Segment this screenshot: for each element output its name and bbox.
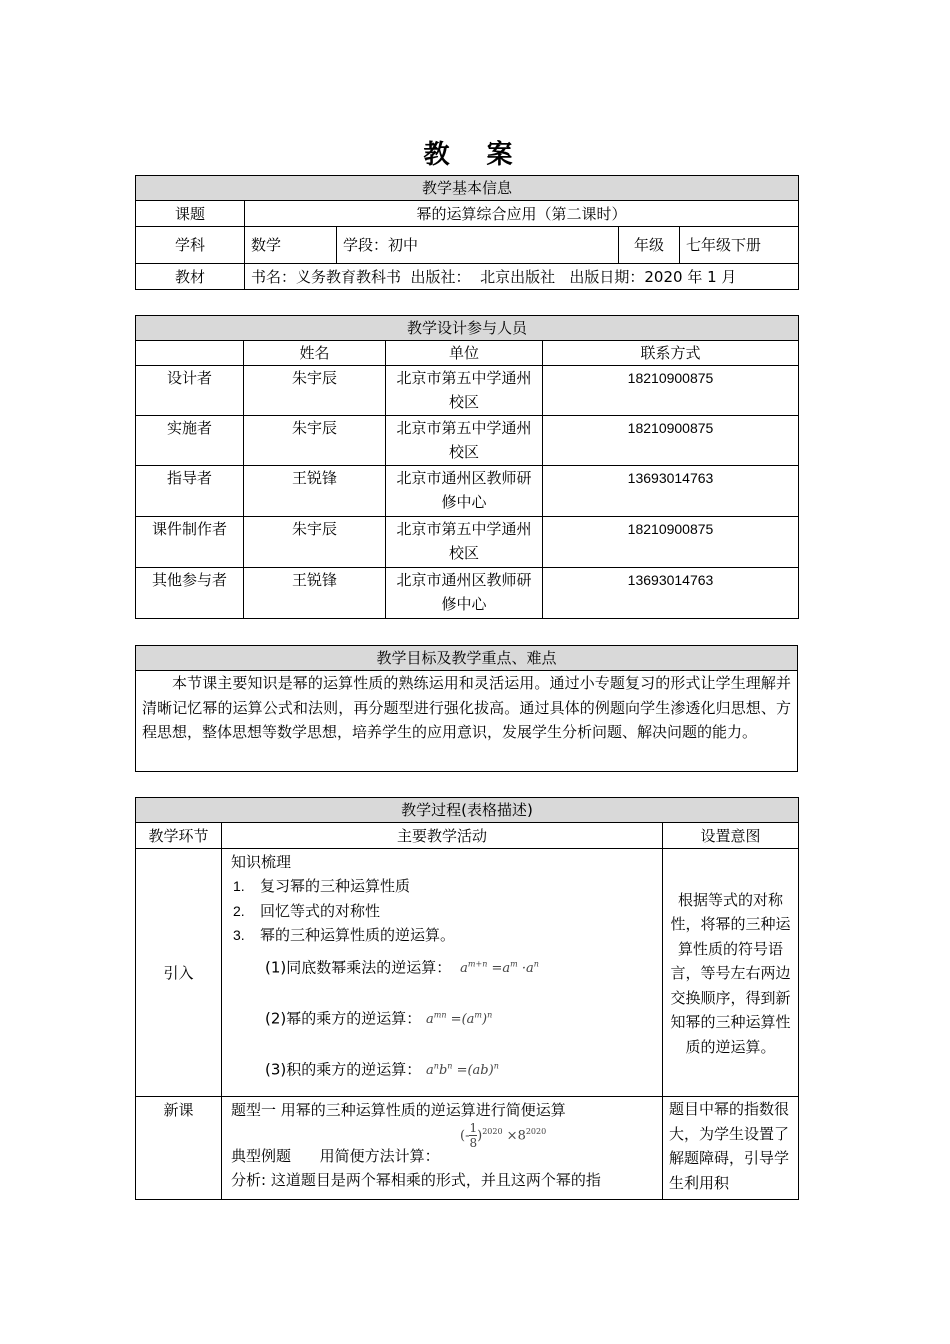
col-unit: 单位 bbox=[386, 341, 543, 366]
formula-line-2: (2)幂的乘方的逆运算： $a^{mn} =(a^m)^n$ bbox=[265, 1009, 493, 1028]
unit: 北京市第五中学通州校区 bbox=[386, 416, 543, 466]
role: 实施者 bbox=[136, 416, 244, 466]
col-intent: 设置意图 bbox=[663, 823, 799, 849]
formula-product-inverse: $a^{m+n} =a^m \cdot a^n$ bbox=[456, 959, 539, 976]
stage-value: 学段：初中 bbox=[337, 227, 619, 264]
unit: 北京市第五中学通州校区 bbox=[386, 517, 543, 568]
list-item: 1. 复习幂的三种运算性质 bbox=[233, 877, 411, 895]
table-row bbox=[136, 416, 799, 466]
col-name: 姓名 bbox=[244, 341, 386, 366]
table-row bbox=[136, 849, 799, 1097]
topic-value: 幂的运算综合应用（第二课时） bbox=[245, 201, 799, 227]
basic-info-table bbox=[135, 175, 799, 290]
table-row bbox=[136, 366, 799, 416]
staff-table bbox=[135, 315, 799, 619]
formula-product-power-inverse: $a^nb^n =(ab)^n$ bbox=[426, 1062, 499, 1079]
table-row bbox=[136, 1097, 799, 1200]
textbook-value: 书名：义务教育教科书 出版社： 北京出版社 出版日期：2020 年 1 月 bbox=[245, 264, 799, 290]
table-row bbox=[136, 517, 799, 568]
goals-header: 教学目标及教学重点、难点 bbox=[136, 646, 798, 671]
subject-label: 学科 bbox=[136, 227, 245, 264]
phone: 18210900875 bbox=[543, 517, 799, 568]
person-name: 朱宇辰 bbox=[244, 416, 386, 466]
phone: 18210900875 bbox=[543, 416, 799, 466]
role: 指导者 bbox=[136, 466, 244, 517]
person-name: 朱宇辰 bbox=[244, 517, 386, 568]
intro-intent: 根据等式的对称性，将幂的三种运算性质的符号语言，等号左右两边交换顺序，得到新知幂的三种运算性质的逆运算。 bbox=[663, 849, 799, 1097]
person-name: 朱宇辰 bbox=[244, 366, 386, 416]
example-formula: (- $\frac{1}{8}$ )$^{2020} \times 8^{2020}$ bbox=[460, 1121, 547, 1151]
list-item: 3. 幂的三种运算性质的逆运算。 bbox=[233, 926, 456, 944]
table-row bbox=[136, 466, 799, 517]
goals-text: 本节课主要知识是幂的运算性质的熟练运用和灵活运用。通过小专题复习的形式让学生理解并清晰记忆幂的运算公式和法则，再分题型进行强化拔高。通过具体的例题向学生渗透化归思想、方程思想，整体思想等数学思想，培养学生的应用意识，发展学生分析问题、解决问题的能力。 bbox=[136, 671, 798, 772]
example-line: 典型例题 用简便方法计算： (- $\frac{1}{8}$ )$^{2020} \times 8^{2020}$ bbox=[231, 1121, 547, 1165]
person-name: 王锐锋 bbox=[244, 568, 386, 619]
role: 课件制作者 bbox=[136, 517, 244, 568]
stage-new: 新课 bbox=[136, 1097, 222, 1200]
phone: 13693014763 bbox=[543, 466, 799, 517]
subject-value: 数学 bbox=[245, 227, 337, 264]
process-header: 教学过程(表格描述) bbox=[136, 798, 799, 823]
col-activity: 主要教学活动 bbox=[222, 823, 663, 849]
stage-intro: 引入 bbox=[136, 849, 222, 1097]
new-intent: 题目中幂的指数很大，为学生设置了解题障碍，引导学生利用积 bbox=[663, 1097, 799, 1200]
formula-power-inverse: $a^{mn} =(a^m)^n$ bbox=[426, 1010, 493, 1028]
formula-line-3: (3)积的乘方的逆运算： $a^nb^n =(ab)^n$ bbox=[265, 1060, 499, 1079]
formula-line-1: (1)同底数幂乘法的逆运算： $a^{m+n} =a^m \cdot a^n$ bbox=[265, 957, 539, 976]
list-item: 2. 回忆等式的对称性 bbox=[233, 901, 381, 920]
topic-label: 课题 bbox=[136, 201, 245, 227]
person-name: 王锐锋 bbox=[244, 466, 386, 517]
table-row bbox=[136, 568, 799, 619]
unit: 北京市通州区教师研修中心 bbox=[386, 466, 543, 517]
staff-header: 教学设计参与人员 bbox=[136, 316, 799, 341]
basic-info-header: 教学基本信息 bbox=[136, 176, 799, 201]
process-table bbox=[135, 797, 799, 1200]
role: 设计者 bbox=[136, 366, 244, 416]
col-contact: 联系方式 bbox=[543, 341, 799, 366]
col-stage: 教学环节 bbox=[136, 823, 222, 849]
textbook-label: 教材 bbox=[136, 264, 245, 290]
unit: 北京市第五中学通州校区 bbox=[386, 366, 543, 416]
goals-table bbox=[135, 645, 798, 772]
role: 其他参与者 bbox=[136, 568, 244, 619]
grade-label: 年级 bbox=[619, 227, 680, 264]
phone: 18210900875 bbox=[543, 366, 799, 416]
unit: 北京市通州区教师研修中心 bbox=[386, 568, 543, 619]
knowledge-heading: 知识梳理 bbox=[231, 853, 292, 871]
review-list bbox=[231, 874, 656, 948]
grade-value: 七年级下册 bbox=[680, 227, 799, 264]
analysis-line: 分析: 这道题目是两个幂相乘的形式，并且这两个幂的指 bbox=[231, 1171, 601, 1189]
document-title: 教 案 bbox=[423, 140, 527, 170]
phone: 13693014763 bbox=[543, 568, 799, 619]
question-type: 题型一 用幂的三种运算性质的逆运算进行简便运算 bbox=[231, 1101, 566, 1119]
